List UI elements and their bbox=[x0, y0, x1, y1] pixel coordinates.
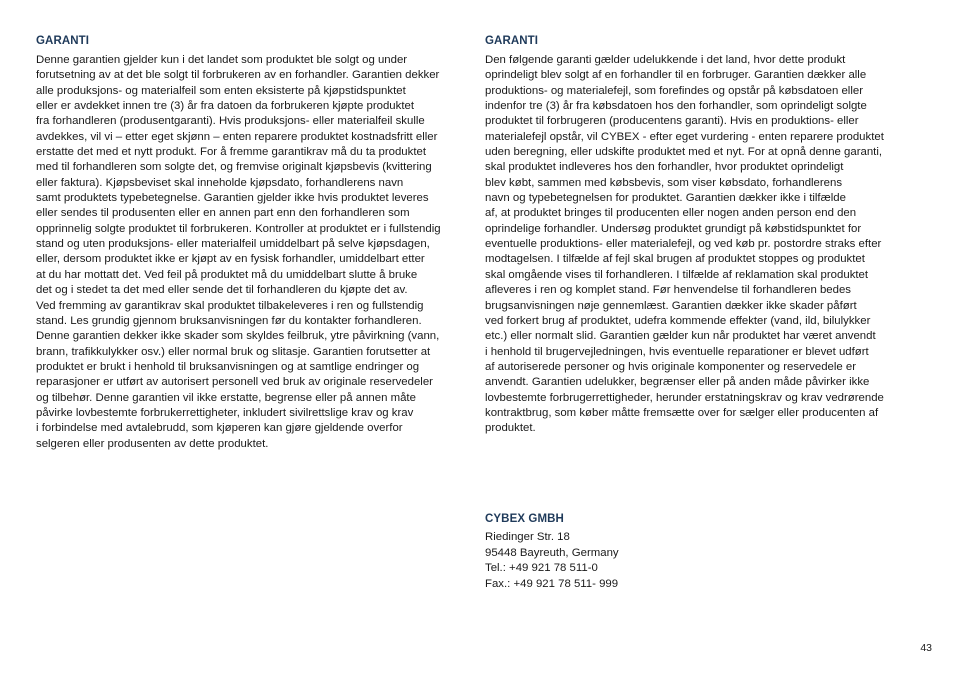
text-line: lovbestemte forbrugerrettigheder, herunder erstatningskrav og krav vedrørende bbox=[485, 391, 884, 404]
text-line: oprindelige forhandler. Undersøg produktet grundigt på købstidspunktet for bbox=[485, 222, 862, 235]
text-line: og tilbehør. Denne garantien vil ikke erstatte, begrense eller på annen måte bbox=[36, 391, 416, 404]
text-line: stand. Les grundig gjennom bruksanvisningen før du kontakter forhandleren. bbox=[36, 314, 422, 327]
text-line: med til forhandleren som solgte det, og fremvise originalt kjøpsbevis (kvittering bbox=[36, 161, 432, 174]
text-line: blev købt, sammen med købsbevis, som viser købsdato, forhandlerens bbox=[485, 176, 843, 189]
text-line: i forbindelse med avtalebrudd, som kjøperen kan gjøre gjeldende overfor bbox=[36, 422, 403, 435]
text-line: eventuelle produktions- eller materialefejl, og ved køb pr. postordre straks efter bbox=[485, 238, 882, 251]
text-line: Fax.: +49 921 78 511- 999 bbox=[485, 577, 619, 590]
page-number: 43 bbox=[920, 642, 932, 654]
text-line: selgeren eller produsenten av dette produktet. bbox=[36, 437, 269, 450]
text-line: modtagelsen. I tilfælde af fejl skal brugen af produktet stoppes og produktet bbox=[485, 253, 865, 266]
text-line: samt produktets typebetegnelse. Garantien gjelder ikke hvis produktet leveres bbox=[36, 192, 429, 205]
text-line: etc.) eller normalt slid. Garantien gælder kun når produktet har været anvendt bbox=[485, 330, 876, 343]
text-line: navn og typebetegnelsen for produktet. Garantien dækker ikke i tilfælde bbox=[485, 192, 846, 205]
text-line: eller er avdekket innen tre (3) år fra datoen da forbrukeren kjøpte produktet bbox=[36, 100, 414, 113]
text-line: afleveres i ren og komplet stand. Før henvendelse til forhandleren bedes bbox=[485, 284, 851, 297]
text-line: påvirke lovbestemte forbrukerrettigheter, inkludert sivilrettslige krav og krav bbox=[36, 406, 414, 419]
text-line: opprinnelig solgte produktet til forbrukeren. Kontroller at produktet er i fullstendig bbox=[36, 222, 441, 235]
text-line: produktet er brukt i henhold til bruksanvisningen og at samtlige endringer og bbox=[36, 360, 420, 373]
company-address bbox=[485, 530, 785, 592]
text-line: at du har mottatt det. Ved feil på produktet må du umiddelbart slutte å bruke bbox=[36, 268, 418, 281]
warranty-danish-heading: GARANTI bbox=[485, 35, 539, 47]
text-line: reparasjoner er utført av autorisert personell ved bruk av originale reservedeler bbox=[36, 376, 433, 389]
text-line: 95448 Bayreuth, Germany bbox=[485, 546, 619, 559]
text-line: avdekkes, vil vi – etter eget skjønn – enten reparere produktet kostnadsfritt eller bbox=[36, 130, 438, 143]
text-line: i henhold til brugervejledningen, hvis eventuelle reparationer er blevet udført bbox=[485, 345, 869, 358]
text-line: skal omgående vises til forhandleren. I tilfælde af reklamation skal produktet bbox=[485, 268, 869, 281]
text-line: af, at produktet bringes til producenten eller nogen anden person end den bbox=[485, 207, 857, 220]
text-line: erstatte det med et nytt produkt. For å fremme garantikrav må du ta produktet bbox=[36, 146, 426, 159]
text-line: stand og uten produksjons- eller materialfeil umiddelbart på selve kjøpsdagen, bbox=[36, 238, 430, 251]
text-line: oprindeligt blev solgt af en forhandler til en forbruger. Garantien dækker alle bbox=[485, 69, 867, 82]
text-line: produktet. bbox=[485, 422, 536, 435]
text-line: det og i stedet ta det med eller sende det til forhandleren du kjøpte det av. bbox=[36, 284, 408, 297]
text-line: eller sendes til produsenten eller en annen part enn den forhandleren som bbox=[36, 207, 410, 220]
warranty-danish-text bbox=[485, 53, 921, 437]
text-line: Denne garantien dekker ikke skader som skyldes feilbruk, ytre påvirkning (vann, bbox=[36, 330, 440, 343]
text-line: uden beregning, eller udskifte produktet med et nyt. For at opnå denne garanti, bbox=[485, 146, 883, 159]
text-line: brugsanvisningen nøje gennemlæst. Garantien dækker ikke skader påført bbox=[485, 299, 857, 312]
text-line: produktet til forbrugeren (producentens garanti). Hvis en produktions- eller bbox=[485, 115, 859, 128]
text-line: kontraktbrug, som køber måtte fremsætte over for sælger eller producenten af bbox=[485, 406, 879, 419]
company-name: CYBEX GMBH bbox=[485, 513, 564, 525]
warranty-norwegian-section bbox=[36, 34, 472, 452]
company-address-block bbox=[485, 512, 785, 592]
text-line: forutsetning av at det ble solgt til forbrukeren av en forhandler. Garantien dekker bbox=[36, 69, 440, 82]
text-line: Den følgende garanti gælder udelukkende i det land, hvor dette produkt bbox=[485, 54, 846, 66]
text-line: ved forkert brug af produktet, udefra kommende effekter (vand, ild, bilulykker bbox=[485, 314, 871, 327]
text-line: Ved fremming av garantikrav skal produktet tilbakeleveres i ren og fullstendig bbox=[36, 299, 424, 312]
warranty-danish-section bbox=[485, 34, 921, 437]
text-line: Tel.: +49 921 78 511-0 bbox=[485, 562, 598, 575]
text-line: eller, dersom produktet ikke er kjøpt av en fysisk forhandler, umiddelbart etter bbox=[36, 253, 425, 266]
text-line: materialefejl opstår, vil CYBEX - efter eget vurdering - enten reparere produktet bbox=[485, 130, 884, 143]
text-line: af autoriserede personer og hvis originale komponenter og reservedele er bbox=[485, 360, 857, 373]
text-line: produktions- og materialefejl, som forefindes og opstår på købsdatoen eller bbox=[485, 84, 863, 97]
text-line: skal produktet indleveres hos den forhandler, hvor produktet oprindeligt bbox=[485, 161, 844, 174]
text-line: indenfor tre (3) år fra købsdatoen hos den forhandler, som oprindeligt solgte bbox=[485, 100, 867, 113]
text-line: fra forhandleren (produsentgaranti). Hvis produksjons- eller materialfeil skulle bbox=[36, 115, 425, 128]
text-line: brann, trafikkulykker osv.) eller normal bruk og slitasje. Garantien forutsetter at bbox=[36, 345, 431, 358]
warranty-norwegian-text bbox=[36, 53, 472, 452]
text-line: eller faktura). Kjøpsbeviset skal inneholde kjøpsdato, forhandlerens navn bbox=[36, 176, 404, 189]
warranty-norwegian-heading: GARANTI bbox=[36, 35, 90, 47]
text-line: Denne garantien gjelder kun i det landet som produktet ble solgt og under bbox=[36, 54, 408, 66]
text-line: Riedinger Str. 18 bbox=[485, 531, 570, 543]
text-line: alle produksjons- og materialfeil som enten eksisterte på kjøpstidspunktet bbox=[36, 84, 406, 97]
text-line: anvendt. Garantien udelukker, begrænser eller på anden måde påvirker ikke bbox=[485, 376, 870, 389]
